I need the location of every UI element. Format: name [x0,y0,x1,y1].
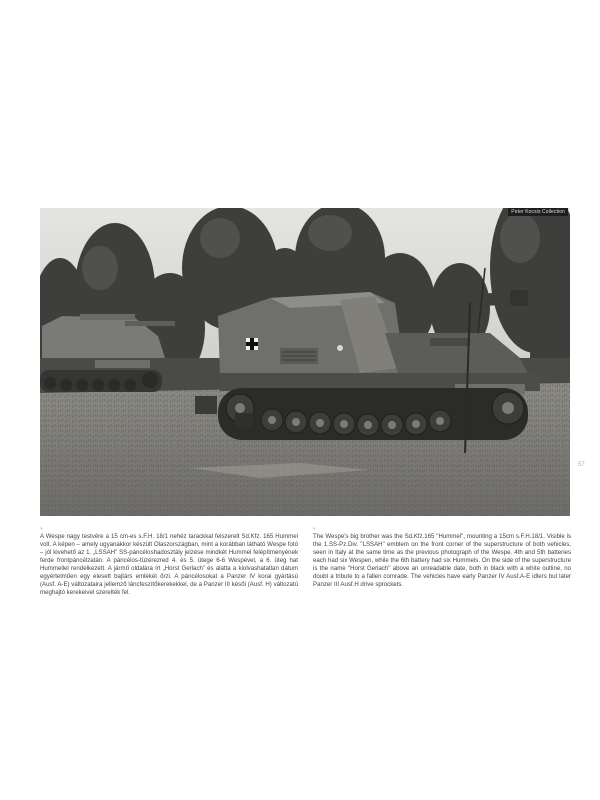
caption-marker: « [313,526,316,532]
crate [195,396,217,414]
left-vehicle [40,314,175,392]
photograph [40,208,570,516]
photo-credit: Peter Kocsis Collection [508,208,568,216]
page-number: 57 [578,462,585,468]
crate [235,413,253,427]
balkenkreuz-marking [246,338,258,350]
caption-english [313,526,571,589]
caption-text: The Wespe's big brother was the Sd.Kfz.165 "Hummel", mounting a 15cm s.F.H.18/1. Visible is the 1.SS-Pz.Div. "LSSAH" emblem on the front corner of the superstructure of both vehicles, seen in Italy at the same time as the previous photograph of the Wespe. 4th and 5th batteries each had six Wespen, while the 6th battery had six Hummels. On the side of the superstructure is the name "Horst Gerlach" above an unreadable date, both in black with a white outline, no doubt a tribute to a fallen comrade. The vehicles have early Panzer IV Ausf.A-E idlers but later Panzer III Ausf.H drive sprockets. [313,533,571,589]
caption-hungarian [40,526,298,597]
hummel-photo-illustration [40,208,570,516]
caption-marker: » [40,526,43,532]
caption-text: A Wespe nagy testvére a 15 cm-es s.F.H. 18/1 nehéz tarackkal felszerelt Sd.Kfz. 165 Hummel volt. A képen – amely ugyanakkor készült Olaszországban, mint a korábban látható Wespe fotó – jól kivehető az 1. „LSSAH” SS-páncéloshadosztály jelzése mindkét Hummel felépítményének ferde frontpáncélzatán. A páncélos-tüzérezred 4. és 5. ütege 6-6 Wespével, a 6. üteg hat Hummellel rendelkezett. A jármű oldalára írt „Horst Gerlach” és alatta a kiolvashatatlan dátum egyértelműen egy elesett bajtárs emlékét őrzi. A páncélosokat a Panzer IV korai gyártású (Ausf. A-E) változataira jellemző láncfeszítőkerekekkel, de a Panzer III késői (Ausf. H) változatú meghajtó kerekeivel szerelték fel. [40,533,298,597]
